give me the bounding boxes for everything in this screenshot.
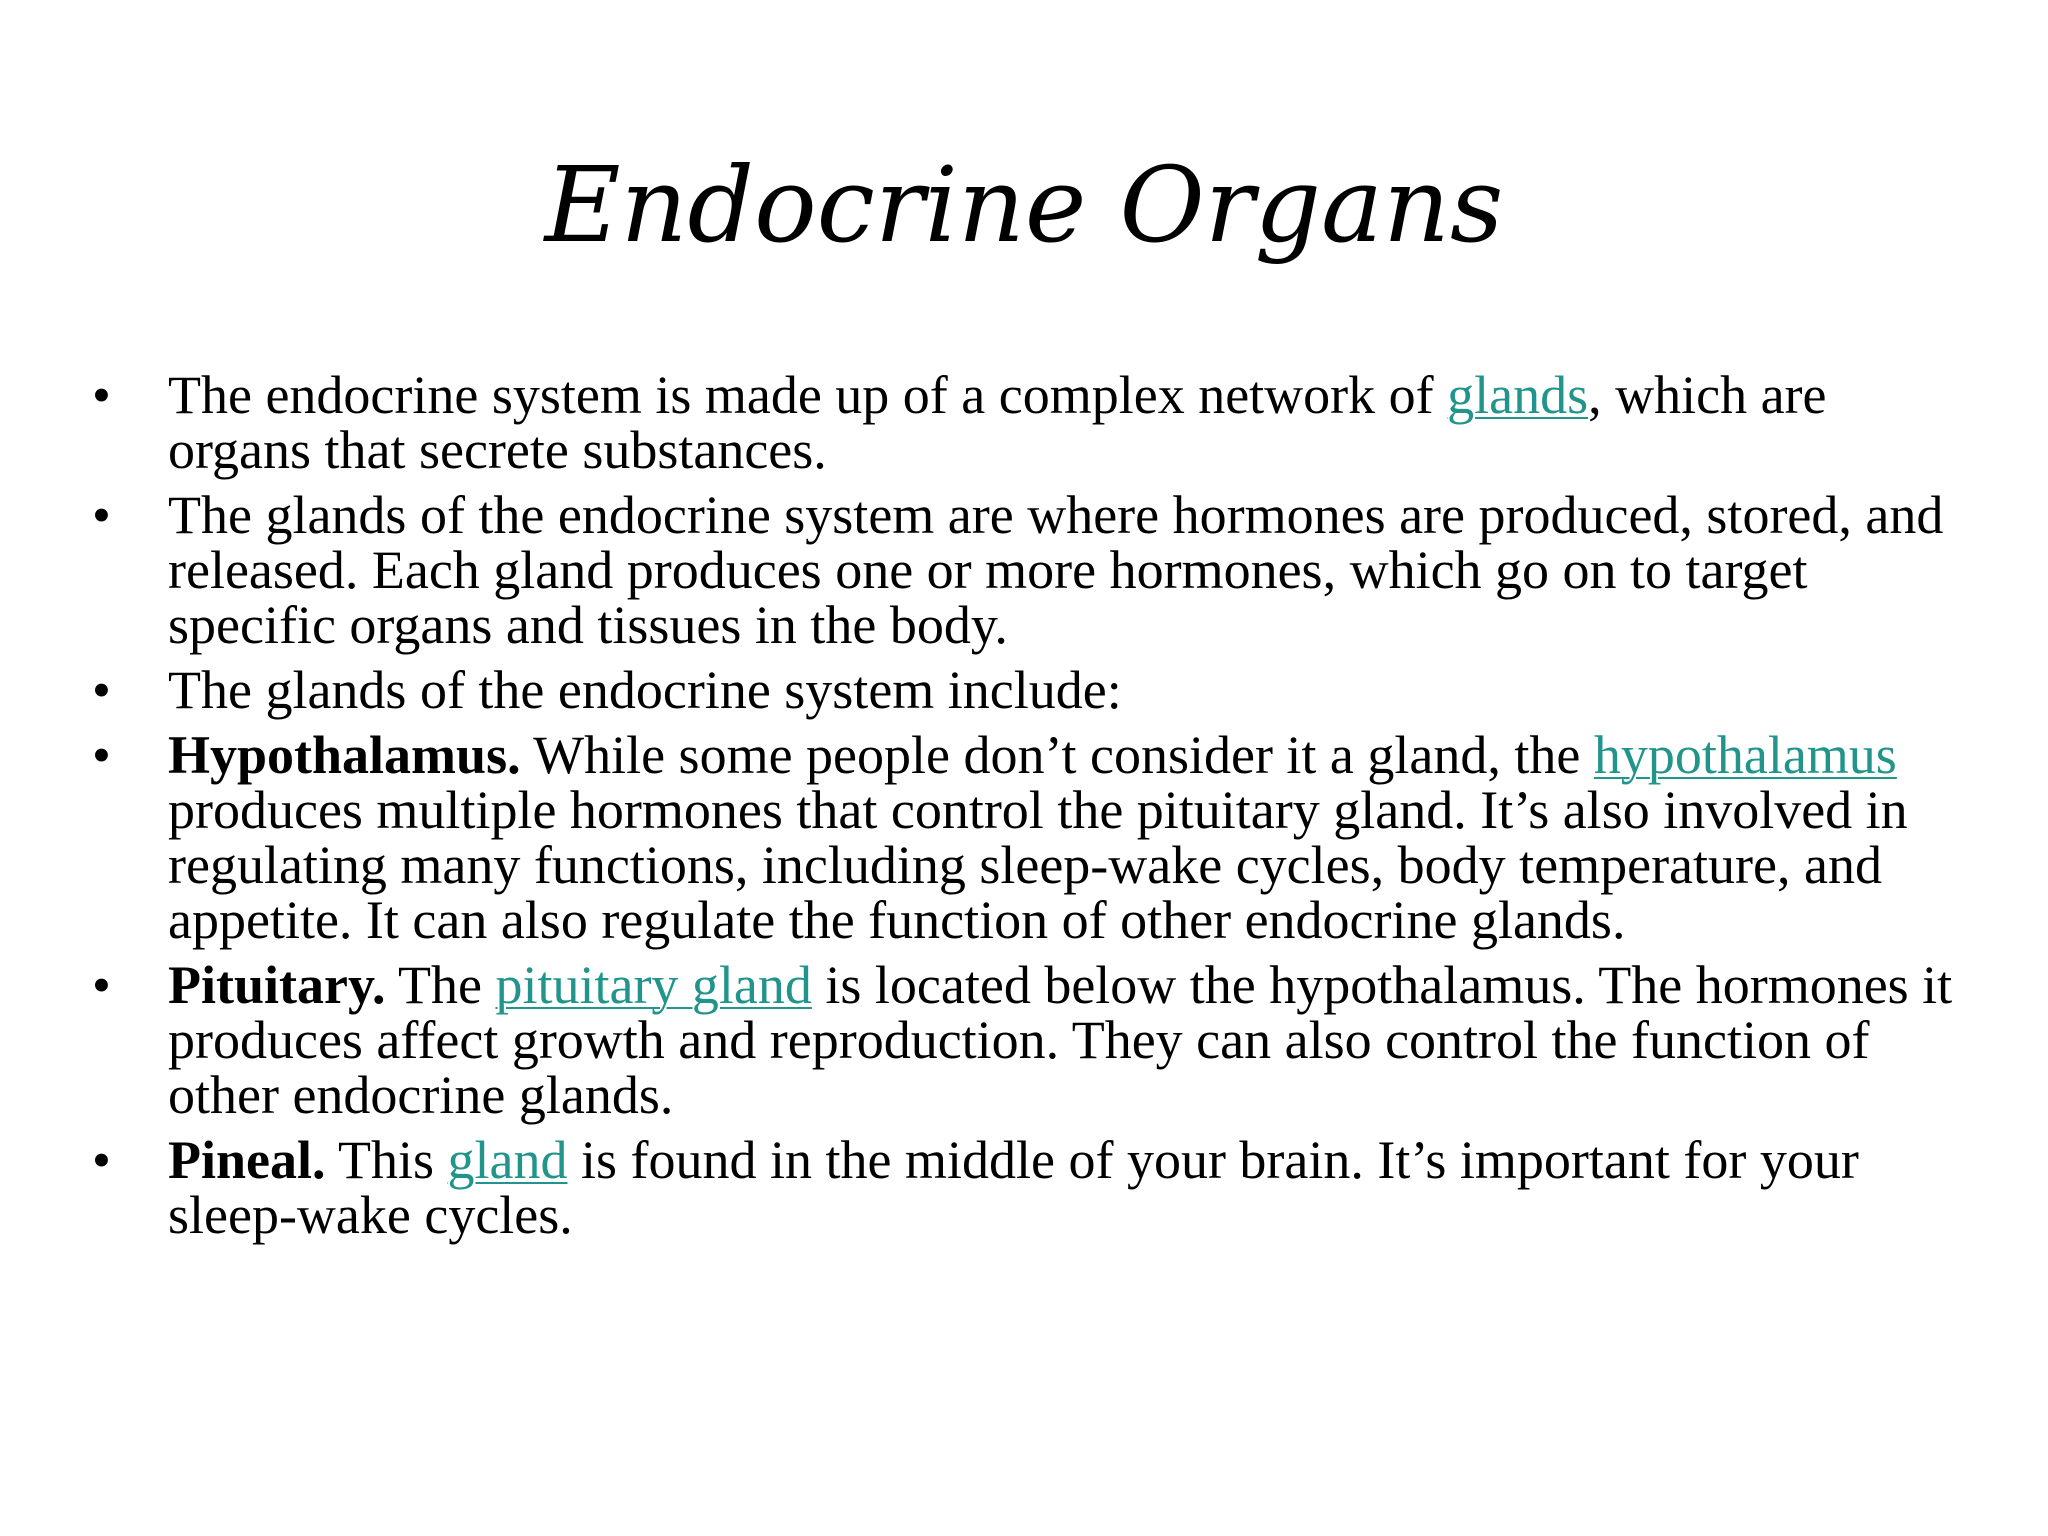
hypothalamus-link[interactable]: hypothalamus xyxy=(1593,725,1897,785)
term-hypothalamus: Hypothalamus. xyxy=(168,725,521,785)
term-pituitary: Pituitary. xyxy=(168,955,386,1015)
term-pineal: Pineal. xyxy=(168,1130,326,1190)
bullet-list xyxy=(86,365,1966,1253)
bullet-text: The glands of the endocrine system include: xyxy=(168,660,1122,720)
bullet-text: is located below the hypothalamus. The hormones it produces affect growth and reproduction. They can also control the function of other endocrine glands. xyxy=(168,955,1953,1125)
bullet-item xyxy=(86,485,1966,655)
bullet-text: The glands of the endocrine system are where hormones are produced, stored, and released. Each gland produces one or more hormones, which go on to target specific organs and tissues in the body. xyxy=(168,485,1944,655)
bullet-item xyxy=(86,365,1966,480)
bullet-item xyxy=(86,1130,1966,1245)
bullet-text: , which are organs that secrete substances. xyxy=(168,365,1827,480)
pituitary-gland-link[interactable]: pituitary gland xyxy=(495,955,812,1015)
bullet-icon: • xyxy=(92,1130,111,1190)
bullet-text: The xyxy=(385,955,496,1015)
bullet-text: produces multiple hormones that control the pituitary gland. It’s also involved in regulating many functions, including sleep-wake cycles, body temperature, and appetite. It can also regulate the function of other endocrine glands. xyxy=(168,780,1908,950)
bullet-icon: • xyxy=(92,660,111,720)
bullet-item xyxy=(86,955,1966,1125)
bullet-text: is found in the middle of your brain. It’s important for your sleep-wake cycles. xyxy=(168,1130,1859,1245)
bullet-icon: • xyxy=(92,955,111,1015)
bullet-icon: • xyxy=(92,485,111,545)
bullet-text: The endocrine system is made up of a complex network of xyxy=(168,365,1448,425)
gland-link[interactable]: gland xyxy=(447,1130,568,1190)
glands-link[interactable]: glands xyxy=(1447,365,1589,425)
bullet-icon: • xyxy=(92,725,111,785)
bullet-item xyxy=(86,660,1966,720)
slide-title: Endocrine Organs xyxy=(544,144,1504,266)
bullet-text: While some people don’t consider it a gland, the xyxy=(520,725,1594,785)
bullet-item xyxy=(86,725,1966,950)
bullet-icon: • xyxy=(92,365,111,425)
bullet-text: This xyxy=(325,1130,448,1190)
